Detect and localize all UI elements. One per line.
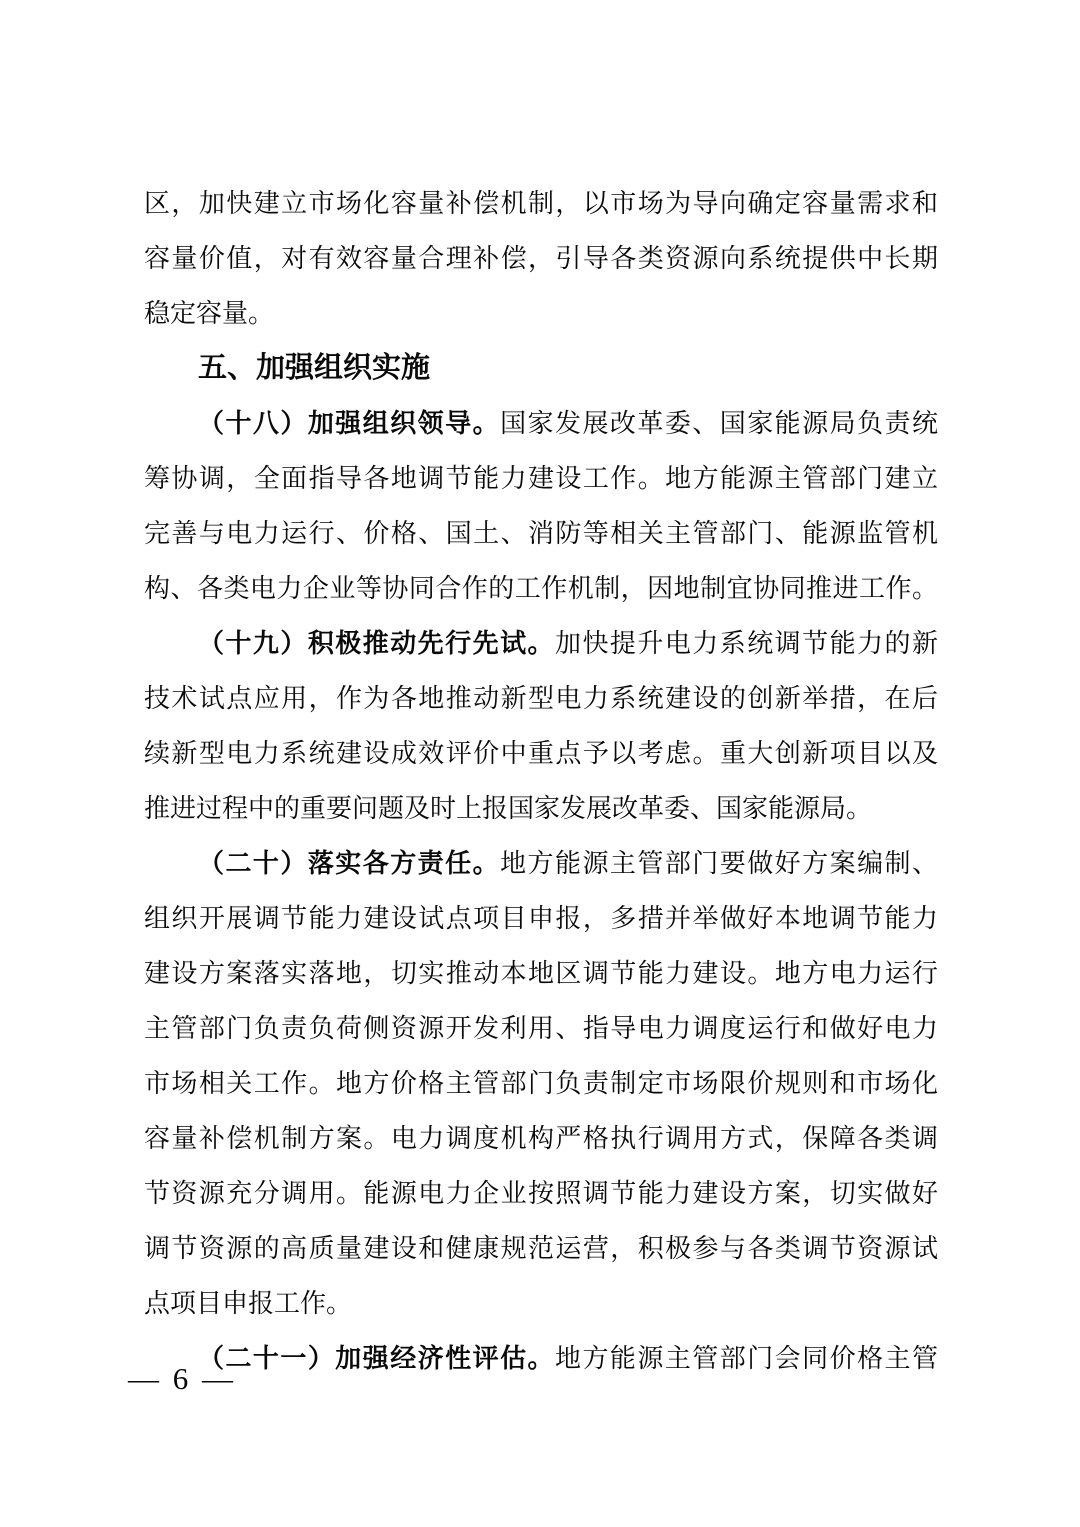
text-line — [144, 1056, 938, 1111]
line-text: 推进过程中的重要问题及时上报国家发展改革委、国家能源局。 — [144, 794, 873, 823]
text-line — [144, 1276, 938, 1331]
text-line — [144, 946, 938, 1001]
line-text: 主管部门负责负荷侧资源开发利用、指导电力调度运行和做好电力 — [144, 1014, 938, 1043]
line-text: 建设方案落实落地，切实推动本地区调节能力建设。地方电力运行 — [144, 959, 938, 988]
paragraph-lead: （二十）落实各方责任。 — [198, 849, 501, 878]
line-text: 地方能源主管部门会同价格主管 — [555, 1344, 938, 1373]
line-text: 调节资源的高质量建设和健康规范运营，积极参与各类调节资源试 — [144, 1234, 938, 1263]
text-line — [144, 286, 938, 341]
text-line — [144, 726, 938, 781]
line-text: 区，加快建立市场化容量补偿机制，以市场为导向确定容量需求和 — [144, 189, 938, 218]
line-text: 地方能源主管部门要做好方案编制、 — [500, 849, 938, 878]
text-line — [144, 671, 938, 726]
line-text: 完善与电力运行、价格、国土、消防等相关主管部门、能源监管机 — [144, 519, 938, 548]
line-text: 筹协调，全面指导各地调节能力建设工作。地方能源主管部门建立 — [144, 464, 938, 493]
line-text: 容量补偿机制方案。电力调度机构严格执行调用方式，保障各类调 — [144, 1124, 938, 1153]
line-text: 组织开展调节能力建设试点项目申报，多措并举做好本地调节能力 — [144, 904, 938, 933]
text-line — [144, 891, 938, 946]
line-text: 加快提升电力系统调节能力的新 — [555, 629, 938, 658]
line-text: 技术试点应用，作为各地推动新型电力系统建设的创新举措，在后 — [144, 684, 938, 713]
text-line — [144, 1331, 938, 1386]
page-number: — 6 — — [128, 1361, 236, 1396]
text-line — [144, 561, 938, 616]
section-heading — [144, 341, 938, 396]
paragraph-lead: （二十一）加强经济性评估。 — [198, 1344, 555, 1373]
line-text: 容量价值，对有效容量合理补偿，引导各类资源向系统提供中长期 — [144, 244, 938, 273]
line-text: 国家发展改革委、国家能源局负责统 — [500, 409, 938, 438]
text-line — [144, 231, 938, 286]
text-line — [144, 616, 938, 671]
line-text: 市场相关工作。地方价格主管部门负责制定市场限价规则和市场化 — [144, 1069, 938, 1098]
text-line — [144, 506, 938, 561]
paragraph-lead: （十九）积极推动先行先试。 — [198, 629, 555, 658]
text-line — [144, 836, 938, 891]
text-line — [144, 1221, 938, 1276]
text-line — [144, 781, 938, 836]
text-line — [144, 1111, 938, 1166]
text-line — [144, 176, 938, 231]
text-line — [144, 451, 938, 506]
line-text: 构、各类电力企业等协同合作的工作机制，因地制宜协同推进工作。 — [144, 574, 938, 603]
text-line — [144, 396, 938, 451]
line-text: 点项目申报工作。 — [144, 1289, 353, 1318]
line-text: 稳定容量。 — [144, 299, 275, 328]
paragraph-lead: （十八）加强组织领导。 — [198, 409, 501, 438]
text-line — [144, 1166, 938, 1221]
document-body — [144, 176, 938, 1386]
line-text: 节资源充分调用。能源电力企业按照调节能力建设方案，切实做好 — [144, 1179, 938, 1208]
heading-text: 五、加强组织实施 — [198, 352, 431, 384]
line-text: 续新型电力系统建设成效评价中重点予以考虑。重大创新项目以及 — [144, 739, 938, 768]
text-line — [144, 1001, 938, 1056]
